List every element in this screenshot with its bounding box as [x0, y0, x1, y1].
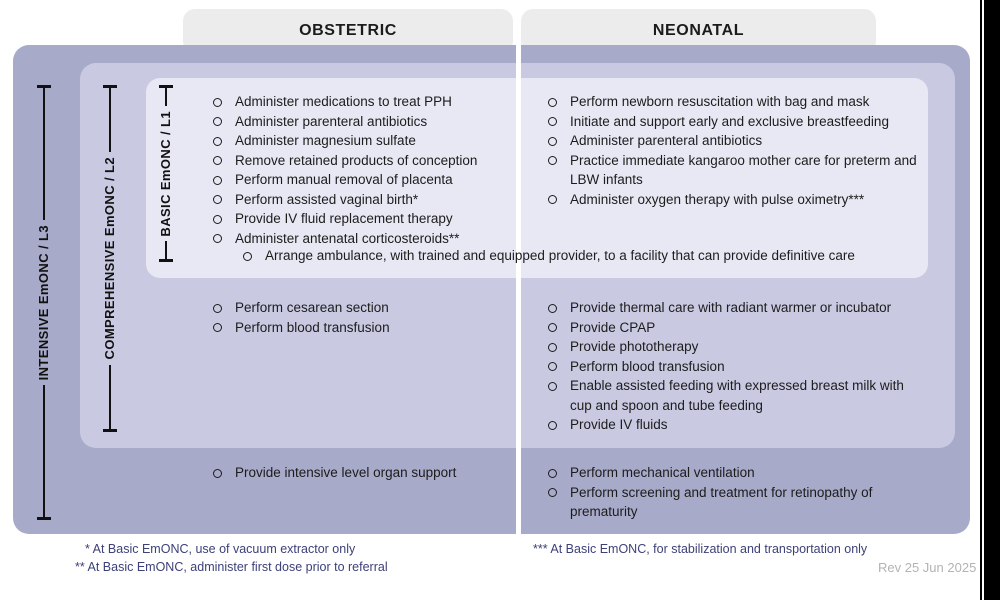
footnotes-obstetric	[75, 540, 495, 576]
basic-l1-bracket	[158, 85, 173, 262]
circle-bullet-icon	[213, 137, 222, 146]
list-item-text: Provide IV fluids	[570, 417, 668, 432]
revision-date: Rev 25 Jun 2025	[878, 560, 977, 575]
circle-bullet-icon	[548, 137, 557, 146]
list-item-text: Administer parenteral antibiotics	[570, 133, 763, 148]
list-item	[213, 318, 513, 338]
list-item-text: Perform blood transfusion	[235, 319, 390, 335]
bracket-stem	[109, 88, 111, 152]
list-item	[213, 298, 513, 318]
intensive-l3-bracket	[36, 85, 51, 520]
list-item	[548, 298, 920, 318]
neonatal-header-label: NEONATAL	[652, 22, 745, 39]
footnote-line: ** At Basic EmONC, administer first dose prior to referral	[75, 560, 388, 574]
circle-bullet-icon	[548, 343, 557, 352]
circle-bullet-icon	[213, 234, 222, 243]
list-item-text: Arrange ambulance, with trained and equipped provider, to a facility that can provide definitive care	[265, 248, 855, 263]
list-item-text: Provide phototherapy	[570, 339, 699, 354]
list-item	[213, 92, 513, 112]
list-item	[213, 209, 513, 229]
footnote-line: *** At Basic EmONC, for stabilization and transportation only	[533, 542, 868, 556]
list-item	[548, 463, 920, 483]
list-item	[548, 151, 920, 190]
list-item-text: Perform assisted vaginal birth*	[235, 191, 419, 207]
intensive-neonatal-list	[548, 463, 920, 522]
list-item	[548, 337, 920, 357]
circle-bullet-icon	[548, 195, 557, 204]
comprehensive-l2-label: COMPREHENSIVE EmONC / L2	[102, 157, 117, 360]
list-item	[548, 318, 920, 338]
footnote-line: * At Basic EmONC, use of vacuum extractor only	[85, 542, 356, 556]
circle-bullet-icon	[548, 98, 557, 107]
list-item-text: Provide IV fluid replacement therapy	[235, 211, 453, 226]
comprehensive-neonatal-list	[548, 298, 920, 435]
list-item-text: Enable assisted feeding with expressed breast milk with cup and spoon and tube feeding	[570, 378, 904, 413]
list-item	[243, 246, 923, 266]
list-item-text: Remove retained products of conception	[235, 152, 478, 168]
circle-bullet-icon	[548, 469, 557, 478]
obstetric-header-label: OBSTETRIC	[299, 22, 397, 39]
list-item-text: Administer medications to treat PPH	[235, 94, 452, 109]
circle-bullet-icon	[213, 215, 222, 224]
list-item	[548, 112, 920, 132]
list-item-text: Initiate and support early and exclusive breastfeeding	[570, 113, 889, 129]
circle-bullet-icon	[548, 323, 557, 332]
circle-bullet-icon	[548, 421, 557, 430]
list-item-text: Administer antenatal corticosteroids**	[235, 230, 460, 246]
list-item-text: Perform cesarean section	[235, 300, 389, 315]
list-item	[213, 170, 513, 190]
circle-bullet-icon	[213, 176, 222, 185]
circle-bullet-icon	[213, 98, 222, 107]
basic-obstetric-list	[213, 92, 513, 248]
footnotes-neonatal	[533, 540, 953, 558]
list-item-text: Perform manual removal of placenta	[235, 172, 453, 187]
bracket-stem	[109, 365, 111, 429]
circle-bullet-icon	[548, 362, 557, 371]
bracket-stem	[43, 385, 45, 517]
list-item	[548, 483, 920, 522]
bracket-bottom-cap	[37, 517, 51, 520]
circle-bullet-icon	[213, 117, 222, 126]
comprehensive-obstetric-list	[213, 298, 513, 337]
comprehensive-l2-bracket	[102, 85, 117, 432]
list-item-text: Provide intensive level organ support	[235, 465, 457, 480]
list-item-text: Provide thermal care with radiant warmer or incubator	[570, 300, 892, 315]
basic-neonatal-list	[548, 92, 920, 209]
list-item	[213, 190, 513, 210]
bracket-bottom-cap	[103, 429, 117, 432]
list-item	[213, 131, 513, 151]
bracket-stem	[165, 88, 167, 106]
list-item	[548, 357, 920, 377]
list-item-text: Perform screening and treatment for retinopathy of prematurity	[570, 484, 873, 519]
list-item	[213, 463, 513, 483]
list-item-text: Administer magnesium sulfate	[235, 133, 416, 148]
right-edge-strip	[984, 0, 1000, 600]
list-item	[548, 415, 920, 435]
circle-bullet-icon	[548, 117, 557, 126]
bracket-bottom-cap	[159, 259, 173, 262]
intensive-obstetric-list	[213, 463, 513, 483]
circle-bullet-icon	[548, 488, 557, 497]
circle-bullet-icon	[548, 304, 557, 313]
circle-bullet-icon	[243, 252, 252, 261]
list-item-text: Administer oxygen therapy with pulse oximetry***	[570, 191, 865, 207]
basic-shared-referral-list	[243, 246, 923, 266]
intensive-l3-label: INTENSIVE EmONC / L3	[36, 224, 51, 381]
circle-bullet-icon	[213, 323, 222, 332]
bracket-stem	[43, 88, 45, 220]
circle-bullet-icon	[213, 304, 222, 313]
list-item	[548, 376, 920, 415]
circle-bullet-icon	[548, 156, 557, 165]
list-item-text: Perform mechanical ventilation	[570, 465, 755, 480]
right-edge-line	[980, 0, 982, 600]
circle-bullet-icon	[213, 469, 222, 478]
list-item-text: Practice immediate kangaroo mother care for preterm and LBW infants	[570, 152, 917, 187]
circle-bullet-icon	[548, 382, 557, 391]
list-item-text: Administer parenteral antibiotics	[235, 113, 428, 129]
list-item	[548, 92, 920, 112]
column-divider	[516, 9, 521, 534]
circle-bullet-icon	[213, 195, 222, 204]
list-item	[213, 151, 513, 171]
list-item-text: Provide CPAP	[570, 319, 656, 335]
list-item-text: Perform newborn resuscitation with bag and mask	[570, 94, 870, 109]
circle-bullet-icon	[213, 156, 222, 165]
list-item	[548, 131, 920, 151]
list-item	[548, 190, 920, 210]
list-item-text: Perform blood transfusion	[570, 358, 725, 374]
basic-l1-label: BASIC EmONC / L1	[158, 110, 173, 237]
list-item	[213, 112, 513, 132]
bracket-stem	[165, 241, 167, 259]
